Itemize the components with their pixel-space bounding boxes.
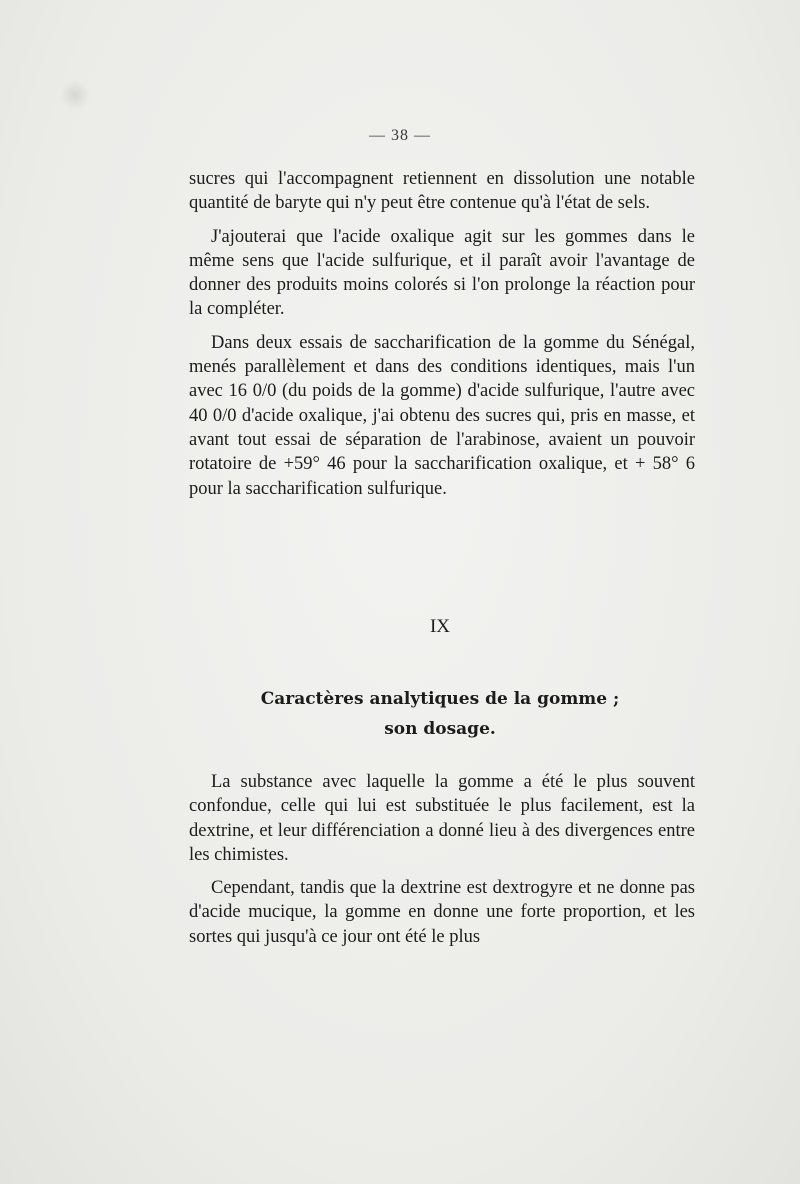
paper-smudge	[60, 80, 90, 110]
paragraph: La substance avec laquelle la gomme a été le plus souvent confondue, celle qui lui est substituée le plus facilement, est la dextrine, et leur différenciation a donné lieu à des divergences entre les chimistes.	[189, 772, 695, 865]
section-title	[240, 684, 640, 744]
paragraph: Dans deux essais de saccharification de la gomme du Sénégal, menés parallèlement et dans des conditions identiques, mais l'un avec 16 0/0 (du poids de la gomme) d'acide sulfurique, l'autre avec 40 0/0 d'acide oxalique, j'ai obtenu des sucres qui, pris en masse, et avant tout essai de séparation de l'arabinose, avaient un pouvoir rotatoire de +59° 46 pour la saccharification oxalique, et + 58° 6 pour la saccharification sulfurique.	[189, 332, 695, 499]
paragraph: sucres qui l'accompagnent retiennent en dissolution une notable quantité de baryte qui n'y peut être contenue qu'à l'état de sels.	[189, 169, 695, 214]
section-title-line: son dosage.	[384, 719, 496, 739]
paragraph: J'ajouterai que l'acide oxalique agit sur les gommes dans le même sens que l'acide sulfurique, et il paraît avoir l'avantage de donner des produits moins colorés si l'on prolonge la réaction pour la compléter.	[189, 226, 695, 320]
text-block-top	[189, 167, 695, 501]
section-title-line: Caractères analytiques de la gomme ;	[260, 689, 620, 709]
page-number: — 38 —	[369, 127, 431, 144]
paragraph: Cependant, tandis que la dextrine est dextrogyre et ne donne pas d'acide mucique, la gomme en donne une forte proportion, et les sortes qui jusqu'à ce jour ont été le plus	[189, 878, 695, 947]
text-block-bottom	[189, 770, 695, 949]
section-number: IX	[429, 616, 451, 637]
